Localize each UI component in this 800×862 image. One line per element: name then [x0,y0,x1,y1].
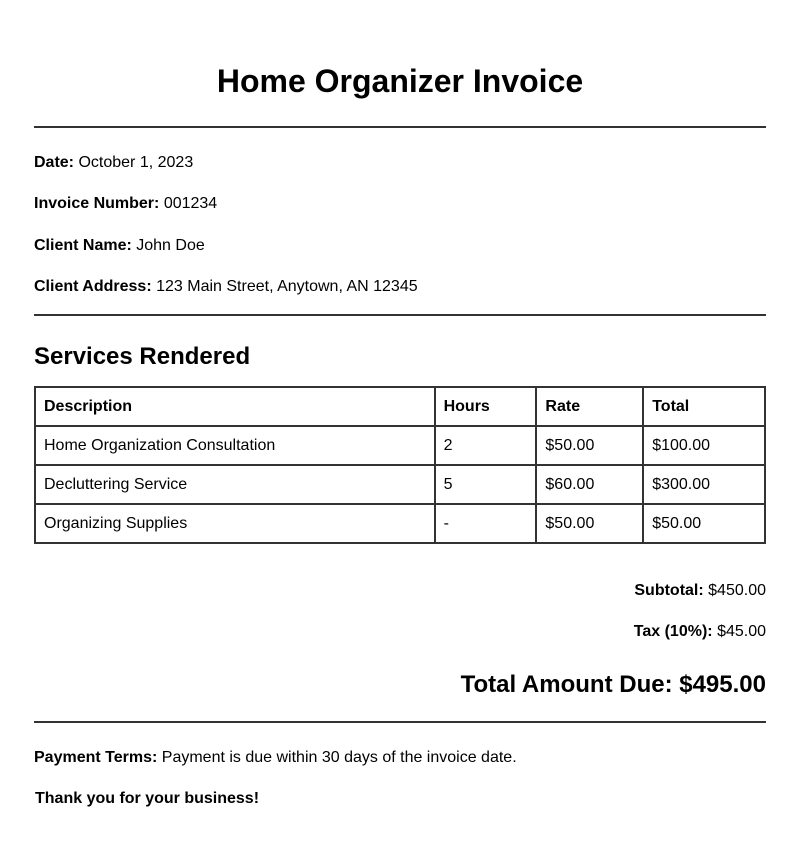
total-value: $495.00 [679,671,766,698]
table-row [35,504,765,543]
cell-description: Organizing Supplies [35,504,435,543]
table-row [35,465,765,504]
divider-top [34,126,766,128]
tax-label: Tax (10%): [633,623,713,640]
client-name-label: Client Name: [34,237,132,254]
date-value: October 1, 2023 [78,154,194,171]
divider-middle [34,314,766,316]
date-label: Date: [34,154,75,171]
total-amount-due [461,670,766,700]
column-header-hours: Hours [435,387,537,426]
services-table [34,386,766,544]
cell-hours: 5 [435,465,537,504]
cell-hours: - [435,504,537,543]
table-header-row [35,387,765,426]
tax-value: $45.00 [717,623,766,640]
payment-terms-line [34,748,517,768]
cell-rate: $50.00 [536,426,643,465]
payment-terms-value: Payment is due within 30 days of the invoice date. [161,749,517,766]
cell-total: $300.00 [643,465,765,504]
cell-rate: $60.00 [536,465,643,504]
client-name-line [34,236,205,256]
column-header-rate: Rate [536,387,643,426]
thank-you-note: Thank you for your business! [35,790,260,807]
subtotal-line [634,581,766,601]
subtotal-value: $450.00 [708,582,766,599]
cell-total: $100.00 [643,426,765,465]
cell-hours: 2 [435,426,537,465]
cell-description: Home Organization Consultation [35,426,435,465]
subtotal-label: Subtotal: [634,582,704,599]
date-line [34,153,193,173]
column-header-description: Description [35,387,435,426]
table-row [35,426,765,465]
payment-terms-label: Payment Terms: [34,749,158,766]
client-address-label: Client Address: [34,278,152,295]
invoice-number-value: 001234 [163,195,218,212]
cell-rate: $50.00 [536,504,643,543]
services-heading: Services Rendered [34,343,251,370]
invoice-number-label: Invoice Number: [34,195,160,212]
client-address-line [34,277,418,297]
tax-line [634,622,766,642]
cell-total: $50.00 [643,504,765,543]
client-name-value: John Doe [136,237,205,254]
invoice-number-line [34,194,217,214]
column-header-total: Total [643,387,765,426]
total-label: Total Amount Due: [460,671,673,698]
divider-bottom [34,721,766,723]
cell-description: Decluttering Service [35,465,435,504]
invoice-title: Home Organizer Invoice [216,63,584,99]
client-address-value: 123 Main Street, Anytown, AN 12345 [156,278,418,295]
